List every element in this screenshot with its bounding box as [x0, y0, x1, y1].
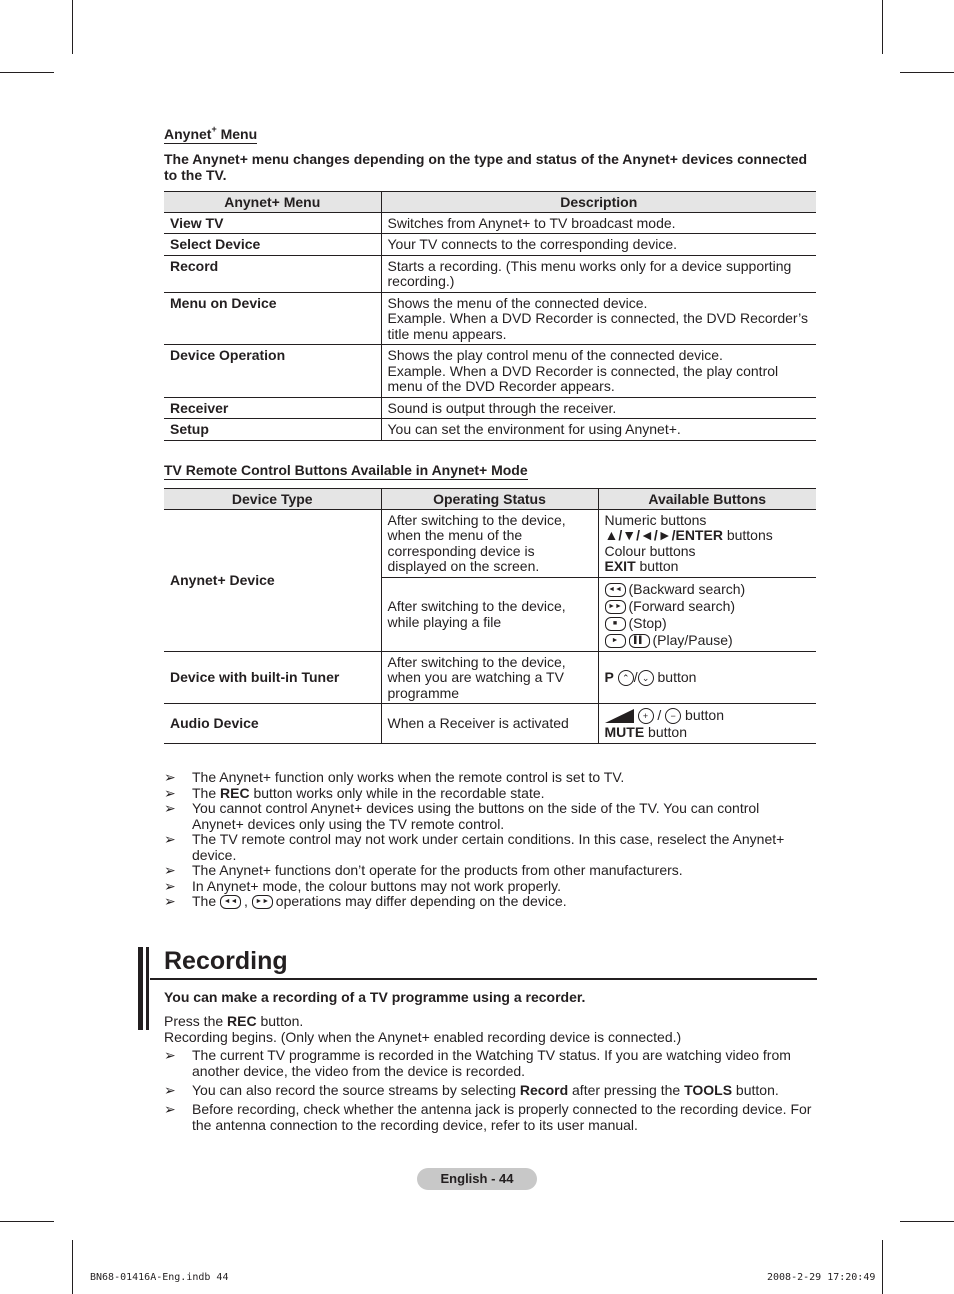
buttons-line: Colour buttons	[604, 542, 696, 559]
buttons-line: MUTE button	[604, 724, 687, 741]
channel-down-icon: ⌄	[638, 670, 654, 686]
operating-status: After switching to the device, when the menu of the corresponding device is displayed on the screen.	[381, 509, 598, 577]
note-item: ➢ The Anynet+ functions don’t operate for the products from other manufacturers.	[164, 862, 683, 878]
menu-desc: You can set the environment for using Anynet+.	[381, 419, 816, 441]
menu-desc: Sound is output through the receiver.	[381, 397, 816, 419]
operating-status: After switching to the device, while playing a file	[381, 577, 598, 651]
buttons-line: ► ▌▌ (Play/Pause)	[605, 632, 811, 649]
arrow-icon: ➢	[164, 784, 176, 801]
volume-down-icon: −	[665, 708, 681, 724]
note-item: ➢ The REC button works only while in the recordable state.	[164, 784, 545, 801]
table-header: Description	[381, 192, 816, 213]
note-item: ➢ The current TV programme is recorded in the Watching TV status. If you are watching video from another device, the video from the device is recorded.	[164, 1047, 791, 1079]
volume-up-icon: +	[638, 708, 654, 724]
menu-name: Record	[164, 255, 381, 292]
rewind-icon: ◄◄	[220, 895, 241, 909]
table-header: Available Buttons	[598, 489, 816, 510]
table-row	[164, 419, 816, 441]
fast-forward-icon: ►►	[252, 895, 273, 909]
menu-desc: Switches from Anynet+ to TV broadcast mode.	[381, 212, 816, 234]
remote-buttons-table	[164, 488, 816, 744]
desc-line: Example. When a DVD Recorder is connected, the play control menu of the DVD Recorder appears.	[387, 362, 779, 394]
anynet-menu-table	[164, 191, 816, 441]
anynet-menu-intro: The Anynet+ menu changes depending on the type and status of the Anynet+ devices connected to the TV.	[164, 151, 808, 183]
buttons-line: Numeric buttons	[604, 511, 707, 528]
stop-icon: ■	[605, 617, 626, 631]
buttons-line: ▲/▼/◄/►/ENTER buttons	[604, 527, 773, 543]
menu-name: Setup	[164, 419, 381, 441]
device-type: Device with built-in Tuner	[164, 651, 381, 704]
play-icon: ►	[605, 634, 626, 648]
table-row	[164, 509, 816, 577]
note-item: ➢ The TV remote control may not work under certain conditions. In this case, reselect the Anynet+ device.	[164, 831, 785, 863]
arrow-icon: ➢	[164, 1101, 176, 1117]
table-row	[164, 234, 816, 256]
footer-timestamp: 2008-2-29 17:20:49	[767, 1272, 876, 1283]
buttons-line: ■ (Stop)	[605, 615, 811, 632]
table-row	[164, 651, 816, 704]
table-row	[164, 397, 816, 419]
table-row	[164, 345, 816, 398]
arrow-icon: ➢	[164, 1082, 176, 1098]
crop-mark	[882, 1240, 883, 1294]
arrow-icon: ➢	[164, 893, 176, 909]
fast-forward-icon: ►►	[605, 600, 626, 614]
crop-mark	[72, 0, 73, 54]
page-number: English - 44	[417, 1168, 537, 1190]
table-row	[164, 292, 816, 345]
operating-status: After switching to the device, when you are watching a TV programme	[381, 651, 598, 704]
crop-mark	[0, 1221, 54, 1222]
table-header: Anynet+ Menu	[164, 192, 381, 213]
menu-desc: Starts a recording. (This menu works only for a device supporting recording.)	[381, 255, 816, 292]
crop-mark	[900, 72, 954, 73]
section-marker	[138, 947, 143, 1030]
recording-body	[164, 1013, 814, 1133]
menu-desc	[381, 345, 816, 398]
available-buttons: P ⌃ / ⌄ button	[598, 651, 816, 704]
menu-desc: Your TV connects to the corresponding device.	[381, 234, 816, 256]
notes-list	[164, 770, 814, 910]
pause-icon: ▌▌	[629, 634, 650, 648]
menu-desc	[381, 292, 816, 345]
menu-name: View TV	[164, 212, 381, 234]
table-row	[164, 255, 816, 292]
arrow-icon: ➢	[164, 1047, 176, 1063]
note-item: ➢ Before recording, check whether the antenna jack is properly connected to the recording device. For the antenna connection to the recording device, refer to its user manual.	[164, 1101, 812, 1133]
arrow-icon: ➢	[164, 769, 176, 785]
arrow-icon: ➢	[164, 800, 176, 816]
note-item: ➢ The ◄◄ , ►► operations may differ depending on the device.	[164, 893, 567, 909]
arrow-icon: ➢	[164, 877, 176, 894]
note-item: ➢ The Anynet+ function only works when the remote control is set to TV.	[164, 769, 625, 785]
operating-status: When a Receiver is activated	[381, 704, 598, 744]
section-title-remote-buttons: TV Remote Control Buttons Available in Anynet+ Mode	[164, 462, 528, 478]
table-header: Device Type	[164, 489, 381, 510]
section-title-anynet-menu: Anynet+ Menu	[164, 124, 258, 142]
crop-mark	[72, 1240, 73, 1294]
desc-line: Shows the menu of the connected device.	[387, 294, 648, 311]
divider	[150, 978, 817, 980]
buttons-line: EXIT button	[604, 558, 679, 574]
table-row	[164, 212, 816, 234]
crop-mark	[882, 0, 883, 54]
recording-step: Press the REC button.	[164, 1013, 304, 1029]
desc-line: Shows the play control menu of the connected device.	[387, 347, 723, 363]
device-type: Audio Device	[164, 704, 381, 744]
section-title-recording: Recording	[164, 947, 288, 975]
volume-icon	[605, 709, 634, 723]
crop-mark	[0, 72, 54, 73]
menu-name: Receiver	[164, 397, 381, 419]
recording-step: Recording begins. (Only when the Anynet+ enabled recording device is connected.)	[164, 1029, 682, 1045]
arrow-icon: ➢	[164, 862, 176, 878]
device-type: Anynet+ Device	[164, 509, 381, 651]
rewind-icon: ◄◄	[605, 583, 626, 597]
available-buttons	[598, 704, 816, 744]
buttons-line: ◄◄ (Backward search)	[605, 581, 811, 598]
available-buttons	[598, 577, 816, 651]
available-buttons	[598, 509, 816, 577]
footer-file: BN68-01416A-Eng.indb 44	[90, 1272, 229, 1283]
menu-name: Select Device	[164, 234, 381, 256]
menu-name: Menu on Device	[164, 292, 381, 345]
recording-intro: You can make a recording of a TV programme using a recorder.	[164, 989, 586, 1005]
section-marker	[146, 947, 149, 1030]
menu-name: Device Operation	[164, 345, 381, 398]
note-item: ➢ In Anynet+ mode, the colour buttons may not work properly.	[164, 877, 561, 894]
channel-up-icon: ⌃	[618, 670, 634, 686]
arrow-icon: ➢	[164, 831, 176, 847]
note-item: ➢ You cannot control Anynet+ devices using the buttons on the side of the TV. You can control Anynet+ devices only using the TV remote control.	[164, 800, 760, 832]
buttons-line: + / − button	[605, 707, 811, 724]
buttons-line: ►► (Forward search)	[605, 598, 811, 615]
crop-mark	[900, 1221, 954, 1222]
table-header: Operating Status	[381, 489, 598, 510]
note-item: ➢ You can also record the source streams by selecting Record after pressing the TOOLS button.	[164, 1082, 779, 1098]
desc-line: Example. When a DVD Recorder is connected, the DVD Recorder’s title menu appears.	[387, 310, 808, 342]
table-row	[164, 704, 816, 744]
